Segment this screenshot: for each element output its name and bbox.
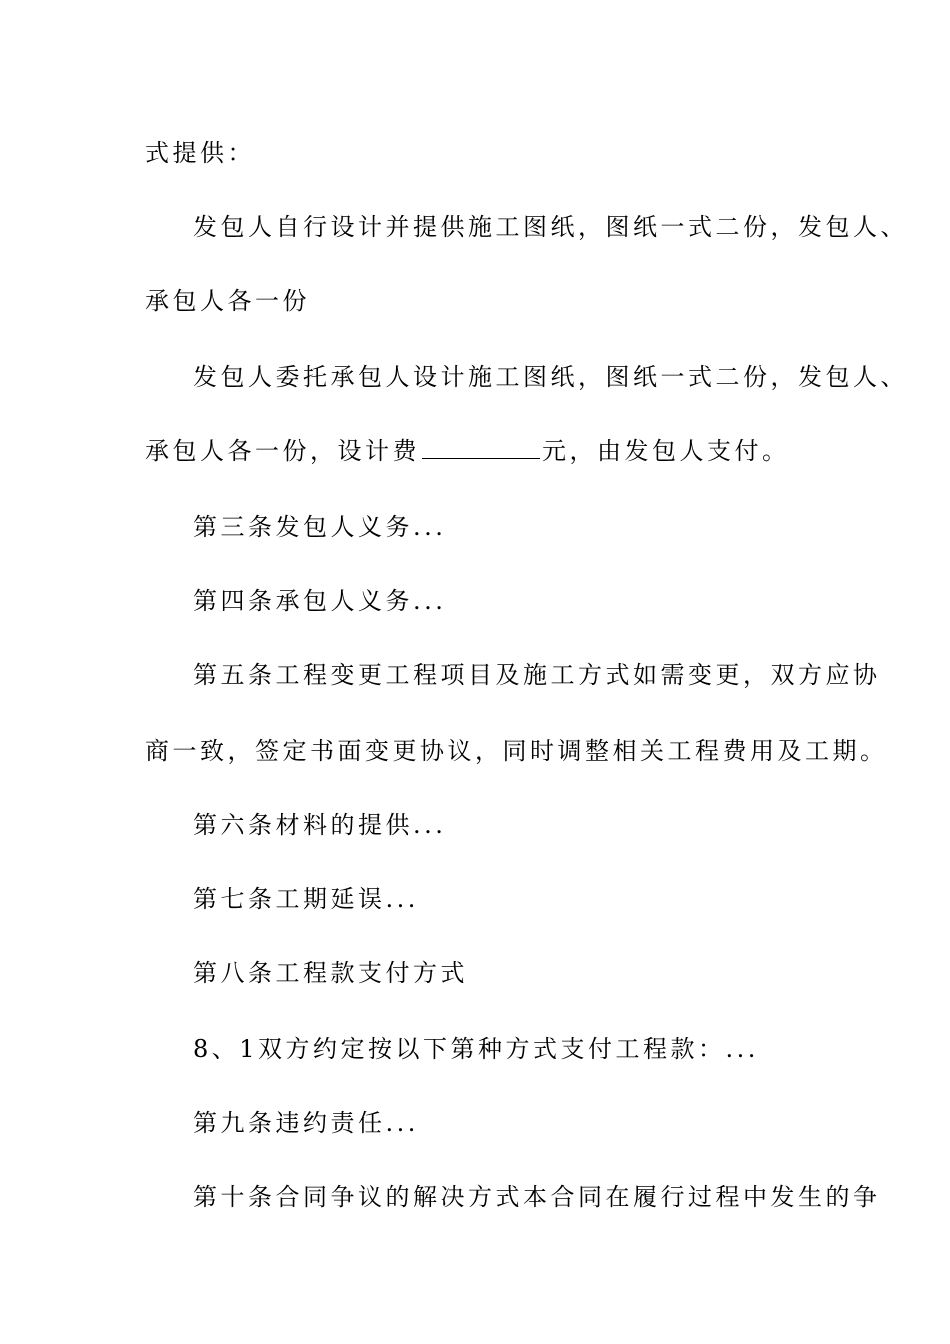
text-line: 承包人各一份 [145, 287, 310, 315]
text-line: 第九条违约责任... [193, 1109, 419, 1137]
text-line: 8、1双方约定按以下第种方式支付工程款：... [193, 1035, 759, 1063]
text-line: 第八条工程款支付方式 [193, 959, 468, 987]
text-line: 第四条承包人义务... [193, 587, 447, 615]
text-line: 第五条工程变更工程项目及施工方式如需变更，双方应协 [193, 661, 881, 689]
text-line: 发包人自行设计并提供施工图纸，图纸一式二份，发包人、 [193, 213, 908, 241]
text-line: 第七条工期延误... [193, 885, 419, 913]
text-line: 第十条合同争议的解决方式本合同在履行过程中发生的争 [193, 1183, 881, 1211]
text-line: 发包人委托承包人设计施工图纸，图纸一式二份，发包人、 [193, 363, 908, 391]
text-segment: 承包人各一份，设计费 [145, 437, 420, 465]
text-segment: 元，由发包人支付。 [542, 437, 790, 465]
fill-in-blank [422, 438, 540, 459]
text-line-with-blank [145, 436, 790, 466]
text-line: 第六条材料的提供... [193, 811, 447, 839]
text-line: 第三条发包人义务... [193, 513, 447, 541]
text-line: 式提供： [145, 139, 255, 167]
text-line: 商一致，签定书面变更协议，同时调整相关工程费用及工期。 [145, 737, 888, 765]
